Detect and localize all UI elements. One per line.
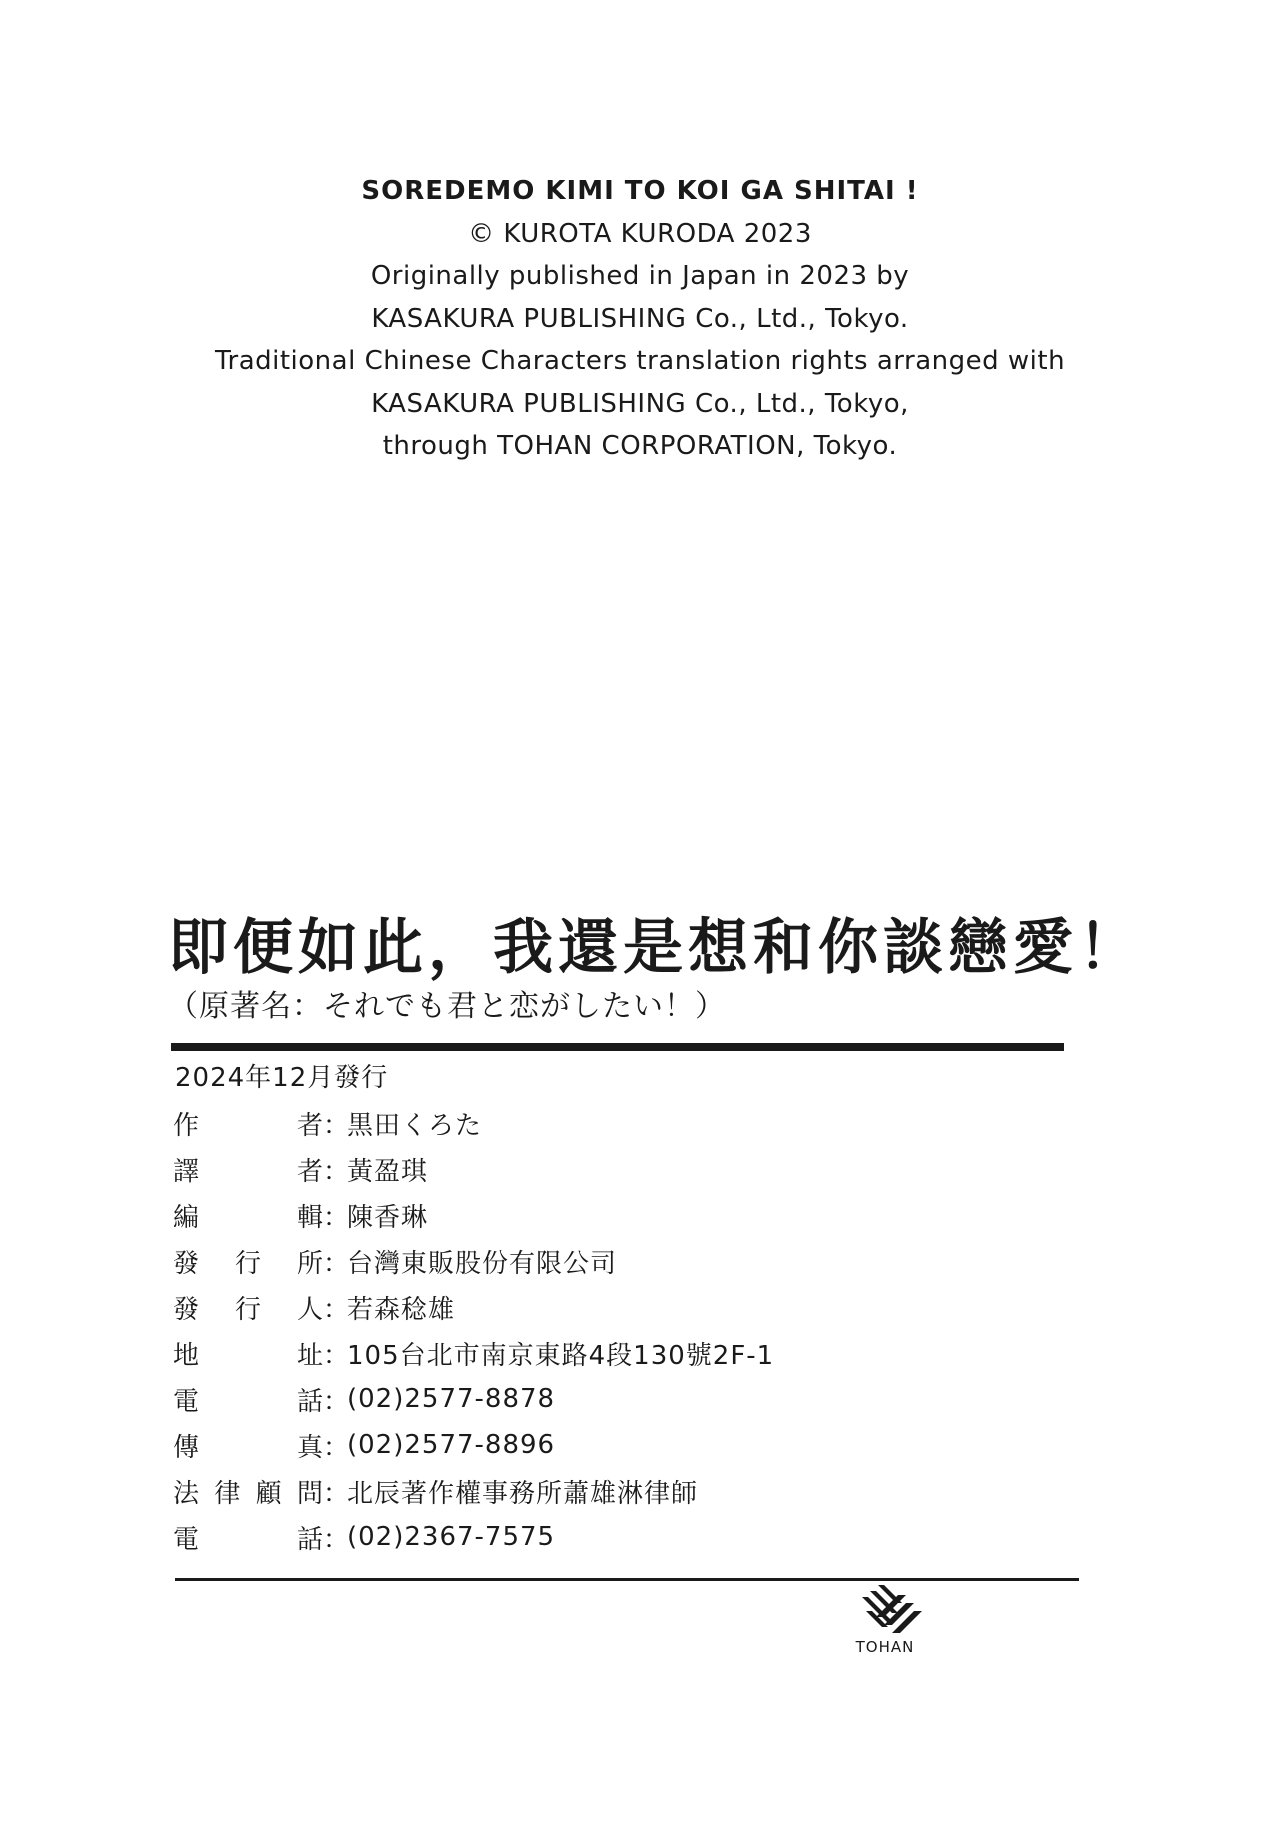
credit-row <box>173 1146 774 1192</box>
credit-label-char: 發 <box>173 1294 200 1325</box>
tohan-logo-text: TOHAN <box>855 1638 915 1656</box>
credit-label-char: 人 <box>296 1294 323 1325</box>
original-title: （原著名：それでも君と恋がしたい！） <box>168 989 726 1024</box>
credit-label-char: 地 <box>173 1340 200 1371</box>
credit-row <box>173 1422 774 1468</box>
credit-label <box>173 1151 323 1188</box>
credit-row <box>173 1376 774 1422</box>
credit-row <box>173 1238 774 1284</box>
credit-value: (02)2367-7575 <box>347 1522 556 1552</box>
english-title: SOREDEMO KIMI TO KOI GA SHITAI ! <box>361 176 919 206</box>
credit-separator: ： <box>323 1478 350 1509</box>
credit-label-char: 譯 <box>173 1156 200 1187</box>
credit-separator: ： <box>323 1432 350 1463</box>
credit-label-char: 行 <box>234 1294 261 1325</box>
credit-label-char: 顧 <box>255 1478 282 1509</box>
credit-label-char: 電 <box>173 1524 200 1555</box>
credit-label-char: 真 <box>296 1432 323 1463</box>
credit-label-char: 輯 <box>296 1202 323 1233</box>
copyright-line: © KUROTA KURODA 2023 <box>468 218 812 249</box>
credit-value: (02)2577-8878 <box>347 1384 556 1414</box>
rights-line: KASAKURA PUBLISHING Co., Ltd., Tokyo, <box>371 388 909 419</box>
credit-label-char: 行 <box>234 1248 261 1279</box>
title-divider <box>171 1043 1064 1051</box>
rights-line: KASAKURA PUBLISHING Co., Ltd., Tokyo. <box>371 303 909 334</box>
credit-row <box>173 1284 774 1330</box>
credit-separator: ： <box>323 1202 350 1233</box>
credit-separator: ： <box>323 1524 350 1555</box>
credit-label-char: 話 <box>296 1524 323 1555</box>
credit-label <box>173 1197 323 1234</box>
credit-label-char: 法 <box>173 1478 200 1509</box>
credit-label <box>173 1519 323 1556</box>
rights-line: Originally published in Japan in 2023 by <box>370 261 910 291</box>
credit-label-char: 者 <box>296 1110 323 1141</box>
credit-label-char: 傳 <box>173 1432 200 1463</box>
credit-label-char: 所 <box>296 1248 323 1279</box>
credit-value: 黒田くろた <box>347 1110 483 1141</box>
credit-separator: ： <box>323 1386 350 1417</box>
credit-label <box>173 1105 323 1142</box>
credit-label-char: 作 <box>173 1110 200 1141</box>
rights-notice <box>0 170 1280 468</box>
credit-value: 陳香琳 <box>347 1202 429 1233</box>
credits-list <box>173 1100 774 1560</box>
credit-separator: ： <box>323 1340 350 1371</box>
credit-value: 北辰著作權事務所蕭雄淋律師 <box>347 1478 699 1509</box>
credit-label <box>173 1243 323 1280</box>
credit-label-char: 問 <box>296 1478 323 1509</box>
credit-label-char: 話 <box>296 1386 323 1417</box>
credit-row <box>173 1192 774 1238</box>
rights-line: through TOHAN CORPORATION, Tokyo. <box>382 431 898 461</box>
credit-value: 105台北市南京東路4段130號2F-1 <box>347 1340 775 1371</box>
credit-label <box>173 1289 323 1326</box>
footer-divider <box>175 1578 1079 1581</box>
credit-row <box>173 1100 774 1146</box>
credit-label <box>173 1427 323 1464</box>
credit-label-char: 址 <box>296 1340 323 1371</box>
credit-row <box>173 1468 774 1514</box>
credit-label-char: 編 <box>173 1202 200 1233</box>
credit-value: 黃盈琪 <box>347 1156 429 1187</box>
credit-separator: ： <box>323 1110 350 1141</box>
credit-label-char: 律 <box>214 1478 241 1509</box>
credit-label-char: 發 <box>173 1248 200 1279</box>
credit-value: (02)2577-8896 <box>347 1430 556 1460</box>
credit-row <box>173 1330 774 1376</box>
credit-row <box>173 1514 774 1560</box>
credit-label-char: 者 <box>296 1156 323 1187</box>
credit-label <box>173 1335 323 1372</box>
credit-separator: ： <box>323 1294 350 1325</box>
credit-label <box>173 1381 323 1418</box>
rights-line: Traditional Chinese Characters translation rights arranged with <box>214 346 1066 376</box>
credit-label-char: 電 <box>173 1386 200 1417</box>
credit-separator: ： <box>323 1248 350 1279</box>
credit-value: 台灣東販股份有限公司 <box>347 1248 618 1279</box>
book-title: 即便如此，我還是想和你談戀愛！ <box>168 913 1143 983</box>
credit-label <box>173 1473 323 1510</box>
credit-separator: ： <box>323 1156 350 1187</box>
publication-date: 2024年12月發行 <box>175 1063 389 1093</box>
credit-value: 若森稔雄 <box>347 1294 456 1325</box>
